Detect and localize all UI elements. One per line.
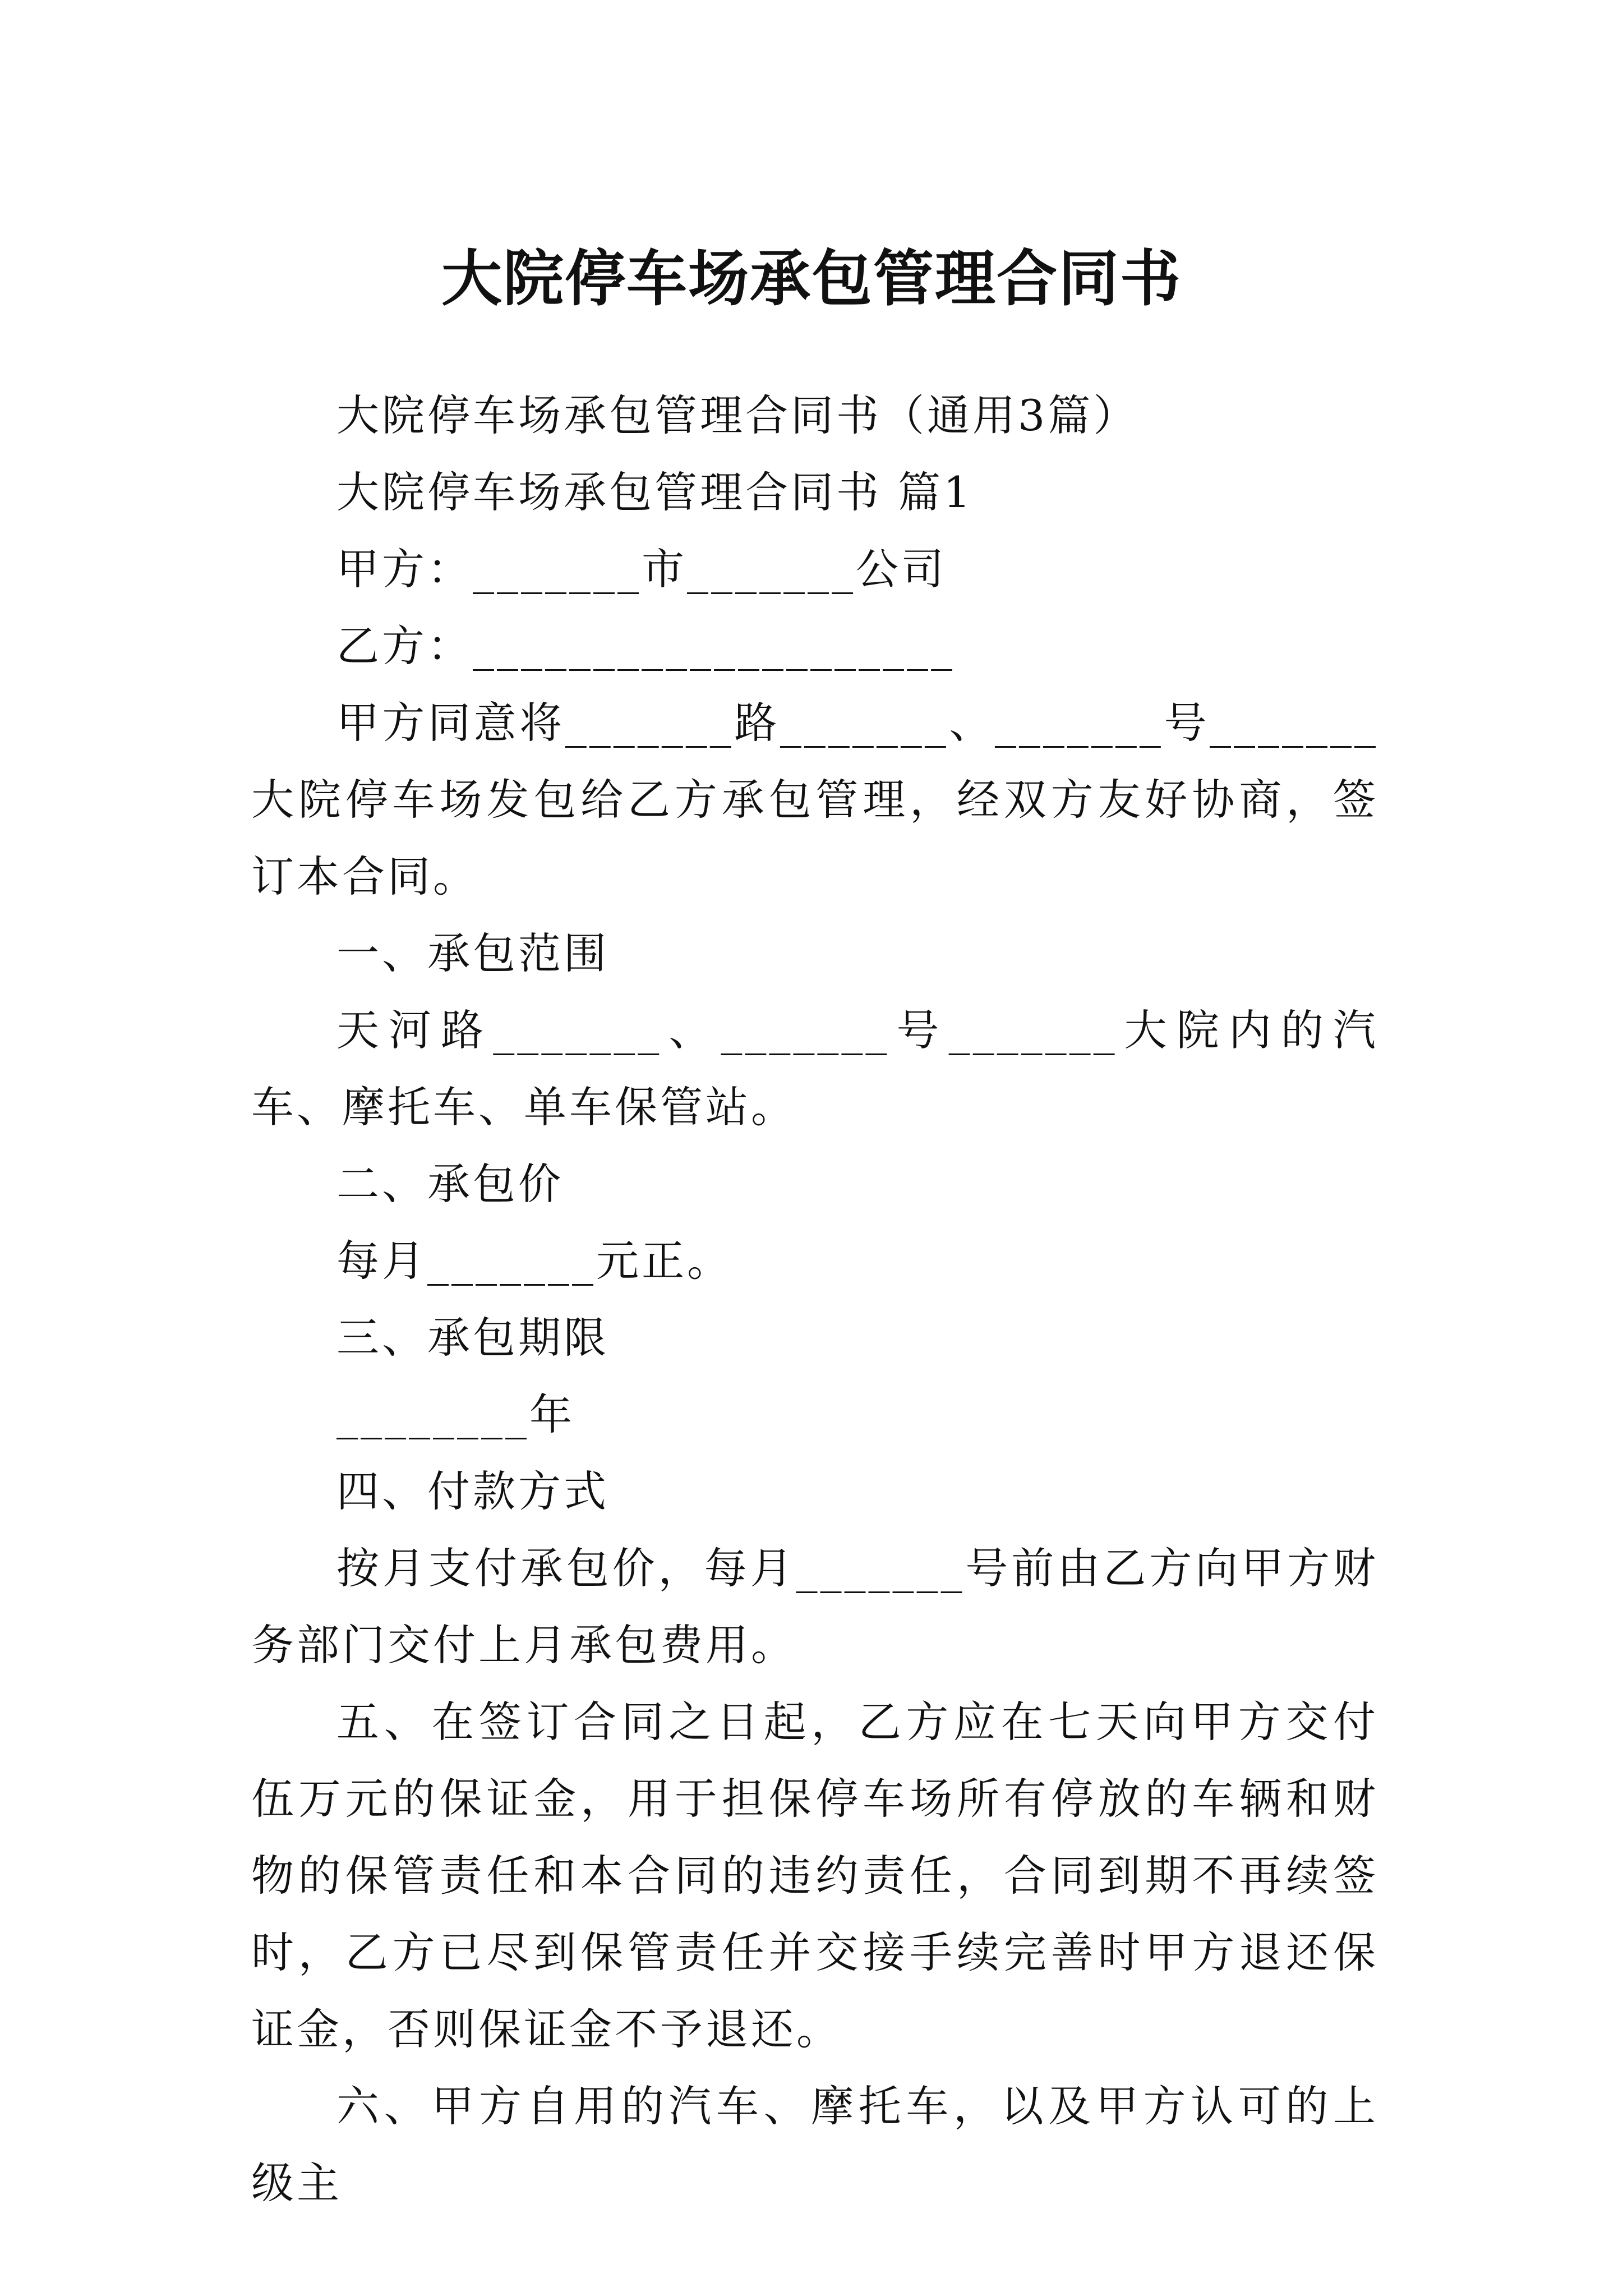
section-heading-scope: 一、承包范围 xyxy=(336,928,609,978)
section-heading-term: 三、承包期限 xyxy=(336,1313,609,1363)
paragraph-payment: 按月支付承包价，每月_______号前由乙方向甲方财务部门交付上月承包费用。 xyxy=(251,1543,1378,1670)
paragraph-party-b: 乙方：____________________ xyxy=(336,621,955,671)
paragraph-heading-general: 大院停车场承包管理合同书（通用3篇） xyxy=(336,390,1139,440)
paragraph-party-a: 甲方：_______市_______公司 xyxy=(336,544,947,594)
document-body xyxy=(251,377,1378,2221)
section-heading-payment: 四、付款方式 xyxy=(336,1466,609,1516)
document-title: 大院停车场承包管理合同书 xyxy=(441,243,1182,315)
section-heading-price: 二、承包价 xyxy=(336,1159,564,1209)
paragraph-agreement: 甲方同意将_______路_______、_______号_______大院停车场发包给乙方承包管理，经双方友好协商，签订本合同。 xyxy=(251,698,1378,901)
paragraph-deposit: 五、在签订合同之日起，乙方应在七天向甲方交付伍万元的保证金，用于担保停车场所有停放的车辆和财物的保管责任和本合同的违约责任，合同到期不再续签时，乙方已尽到保管责任并交接手续完善时甲方退还保证金，否则保证金不予退还。 xyxy=(251,1697,1378,2054)
paragraph-scope: 天河路_______、_______号_______大院内的汽车、摩托车、单车保管站。 xyxy=(251,1005,1378,1132)
paragraph-own-vehicles: 六、甲方自用的汽车、摩托车，以及甲方认可的上级主 xyxy=(251,2081,1378,2208)
paragraph-term: ________年 xyxy=(336,1389,575,1439)
paragraph-heading-part1: 大院停车场承包管理合同书 篇1 xyxy=(336,467,974,517)
paragraph-price: 每月_______元正。 xyxy=(336,1236,732,1286)
